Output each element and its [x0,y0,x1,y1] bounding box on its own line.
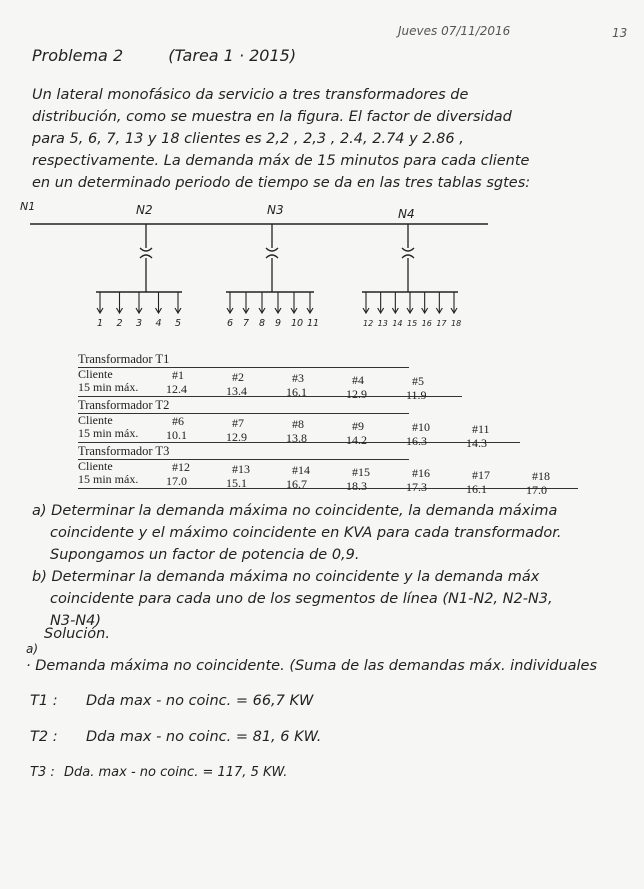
transformer-primary-coil [266,248,278,251]
feeder-diagram [0,196,644,336]
solution-t2-value: Dda max - no coinc. = 81, 6 KW. [86,729,322,745]
row-label-demand: 15 min máx. [78,380,139,394]
demand-value: 13.8 [286,431,307,445]
customer-label: 15 [407,319,418,328]
question-b-line: b) Determinar la demanda máxima no coincidente y la demanda máx [32,569,540,585]
transformer-secondary-coil [140,255,152,258]
demand-value: 16.1 [286,385,307,399]
client-id: #8 [292,417,304,431]
client-id: #3 [292,371,304,385]
client-id: #5 [412,374,424,388]
client-id: #14 [292,463,310,477]
task-label: (Tarea 1 · 2015) [168,46,297,65]
customer-label: 10 [291,318,304,329]
table-title: Transformador T1 [78,352,170,366]
solution-t3-value: Dda. max - no coinc. = 117, 5 KW. [64,765,288,780]
row-label-demand: 15 min máx. [78,472,139,486]
demand-value: 16.7 [286,477,307,491]
client-id: #6 [172,414,184,428]
transformer-primary-coil [402,248,414,251]
customer-label: 16 [421,319,432,328]
table-bottom-rule [78,396,462,397]
demand-value: 14.3 [466,435,487,450]
client-id: #11 [472,421,490,436]
statement-line: para 5, 6, 7, 13 y 18 clientes es 2,2 , 2,3 , 2.4, 2.74 y 2.86 , [32,131,464,147]
node-label-n2: N2 [136,203,153,217]
customer-label: 13 [377,319,388,328]
client-id: #15 [352,464,370,479]
question-a [32,500,562,566]
solution-t1-label: T1 : [30,693,58,709]
node-label-n1: N1 [20,200,36,213]
problem-title [32,46,296,65]
client-id: #18 [532,469,550,483]
solution-heading: Solución. [44,626,110,642]
client-id: #9 [352,418,364,433]
solution-part-label: a) [26,642,39,656]
demand-value: 14.2 [346,432,367,447]
customer-label: 3 [136,318,143,329]
problem-statement [32,84,632,194]
customer-label: 4 [155,318,162,329]
customer-label: 8 [259,318,266,329]
demand-value: 12.9 [226,429,247,444]
transformer-primary-coil [140,248,152,251]
row-label-client: Cliente [78,367,113,381]
customer-label: 5 [175,318,182,329]
client-id: #7 [232,415,244,430]
client-id: #12 [172,460,190,474]
customer-label: 1 [97,318,104,329]
solution-intro: · Demanda máxima no coincidente. (Suma de las demandas máx. individuales [26,658,598,674]
demand-value: 12.4 [166,382,187,396]
customer-label: 6 [227,318,234,329]
demand-value: 11.9 [406,388,427,402]
page-number: 13 [612,26,628,40]
problem-label: Problema 2 [32,46,124,65]
transformer-secondary-coil [402,255,414,258]
demand-value: 10.1 [166,428,187,442]
solution-t3-label: T3 : [30,765,55,780]
demand-value: 17.3 [406,480,427,494]
row-label-client: Cliente [78,459,113,473]
customer-label: 12 [363,319,374,328]
statement-line: en un determinado periodo de tiempo se da en las tres tablas sgtes: [32,175,531,191]
question-a-line: Supongamos un factor de potencia de 0,9. [50,547,360,563]
demand-value: 16.3 [406,434,427,448]
statement-line: respectivamente. La demanda máx de 15 minutos para cada cliente [32,153,530,169]
demand-value: 18.3 [346,478,367,493]
demand-value: 15.1 [226,475,247,490]
client-id: #4 [352,372,364,387]
demand-value: 17.0 [166,474,187,488]
question-b-line: coincidente para cada uno de los segmentos de línea (N1-N2, N2-N3, [50,591,553,607]
demand-value: 16.1 [466,481,487,496]
node-label-n3: N3 [267,203,284,217]
client-id: #16 [412,466,430,480]
node-label-n4: N4 [398,207,415,221]
customer-label: 11 [307,318,320,329]
customer-label: 17 [436,319,447,328]
table-title: Transformador T3 [78,444,170,458]
demand-value: 12.9 [346,386,367,401]
customer-label: 9 [275,318,282,329]
row-label-demand: 15 min máx. [78,426,139,440]
customer-label: 18 [451,319,462,328]
question-a-line: coincidente y el máximo coincidente en KVA para cada transformador. [50,525,562,541]
transformer-secondary-coil [266,255,278,258]
statement-line: distribución, como se muestra en la figura. El factor de diversidad [32,109,512,125]
client-id: #13 [232,461,250,476]
solution-t1-value: Dda max - no coinc. = 66,7 KW [86,693,314,709]
customer-label: 14 [392,319,403,328]
solution-t2-label: T2 : [30,729,58,745]
statement-line: Un lateral monofásico da servicio a tres transformadores de [32,87,469,103]
question-b [32,566,553,632]
question-b-line: N3-N4) [50,613,102,629]
row-label-client: Cliente [78,413,113,427]
client-id: #1 [172,368,184,382]
header-date: Jueves 07/11/2016 [398,24,511,38]
client-id: #2 [232,369,244,384]
customer-label: 2 [116,318,123,329]
demand-value: 17.0 [526,483,547,497]
client-id: #17 [472,467,490,482]
customer-label: 7 [243,318,250,329]
table-bottom-rule [78,488,578,489]
demand-value: 13.4 [226,383,247,398]
table-title: Transformador T2 [78,398,170,412]
question-a-line: a) Determinar la demanda máxima no coincidente, la demanda máxima [32,503,558,519]
client-id: #10 [412,420,430,434]
